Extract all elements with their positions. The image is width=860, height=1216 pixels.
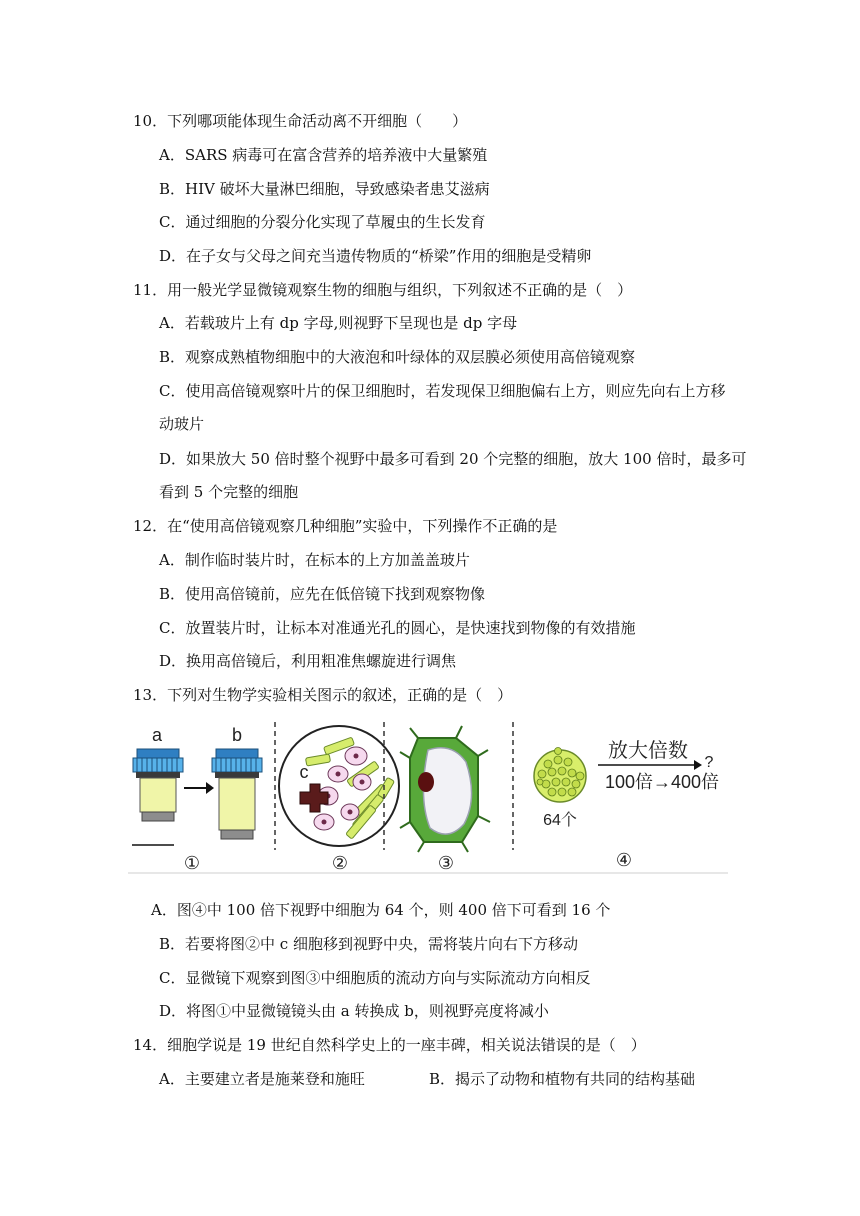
label-b: b (231, 725, 243, 745)
panel-label-4: ④ (615, 850, 633, 871)
question-11-option-d-line1: D．如果放大 50 倍时整个视野中最多可看到 20 个完整的细胞，放大 100 倍时，最多可 (159, 450, 747, 468)
question-12-stem: 12．在“使用高倍镜观察几种细胞”实验中，下列操作不正确的是 (133, 517, 558, 535)
panel-label-1: ① (183, 853, 201, 874)
count-label: 64个 (543, 812, 577, 829)
question-11-option-a: A．若载玻片上有 dp 字母,则视野下呈现也是 dp 字母 (159, 314, 518, 332)
question-10-option-c: C．通过细胞的分裂分化实现了草履虫的生长发育 (159, 213, 486, 231)
question-13-figure (128, 718, 728, 875)
question-14-option-a: A．主要建立者是施莱登和施旺 (159, 1070, 365, 1088)
magnification-change: 100倍→400倍 (604, 772, 720, 792)
question-11-option-b: B．观察成熟植物细胞中的大液泡和叶绿体的双层膜必须使用高倍镜观察 (159, 348, 636, 366)
objective-lens-b (212, 749, 262, 839)
question-10-option-a: A．SARS 病毒可在富含营养的培养液中大量繁殖 (159, 146, 488, 164)
question-12-option-b: B．使用高倍镜前，应先在低倍镜下找到观察物像 (159, 585, 486, 603)
question-13-option-b: B．若要将图②中 c 细胞移到视野中央，需将装片向右下方移动 (159, 935, 578, 953)
panel-label-2: ② (331, 853, 349, 874)
label-a: a (151, 725, 163, 745)
magnification-title: 放大倍数 (608, 740, 688, 762)
question-11-stem: 11．用一般光学显微镜观察生物的细胞与组织，下列叙述不正确的是（ ） (133, 281, 633, 299)
question-13-option-d: D．将图①中显微镜镜头由 a 转换成 b，则视野亮度将减小 (159, 1002, 549, 1020)
question-10-stem: 10．下列哪项能体现生命活动离不开细胞（ ） (133, 112, 468, 130)
question-14-option-b: B．揭示了动物和植物有共同的结构基础 (429, 1070, 696, 1088)
question-14-stem: 14．细胞学说是 19 世纪自然科学史上的一座丰碑，相关说法错误的是（ ） (133, 1036, 646, 1054)
question-12-option-c: C．放置装片时，让标本对准通光孔的圆心，是快速找到物像的有效措施 (159, 619, 636, 637)
question-13-option-c: C．显微镜下观察到图③中细胞质的流动方向与实际流动方向相反 (159, 969, 591, 987)
panel-label-3: ③ (437, 853, 455, 874)
label-c: c (299, 762, 309, 782)
objective-lens-a (133, 749, 183, 821)
question-11-option-c-line1: C．使用高倍镜观察叶片的保卫细胞时，若发现保卫细胞偏右上方，则应先向右上方移 (159, 382, 726, 400)
question-12-option-a: A．制作临时装片时，在标本的上方加盖盖玻片 (159, 551, 470, 569)
question-12-option-d: D．换用高倍镜后，利用粗准焦螺旋进行调焦 (159, 652, 457, 670)
question-mark: ? (704, 754, 714, 771)
question-13-option-a: A．图④中 100 倍下视野中细胞为 64 个，则 400 倍下可看到 16 个 (151, 901, 611, 919)
question-10-option-b: B．HIV 破坏大量淋巴细胞，导致感染者患艾滋病 (159, 180, 490, 198)
question-10-option-d: D．在子女与父母之间充当遗传物质的“桥梁”作用的细胞是受精卵 (159, 247, 592, 265)
question-11-option-c-line2: 动玻片 (159, 415, 205, 433)
question-13-stem: 13．下列对生物学实验相关图示的叙述，正确的是（ ） (133, 686, 513, 704)
question-11-option-d-line2: 看到 5 个完整的细胞 (159, 483, 299, 501)
